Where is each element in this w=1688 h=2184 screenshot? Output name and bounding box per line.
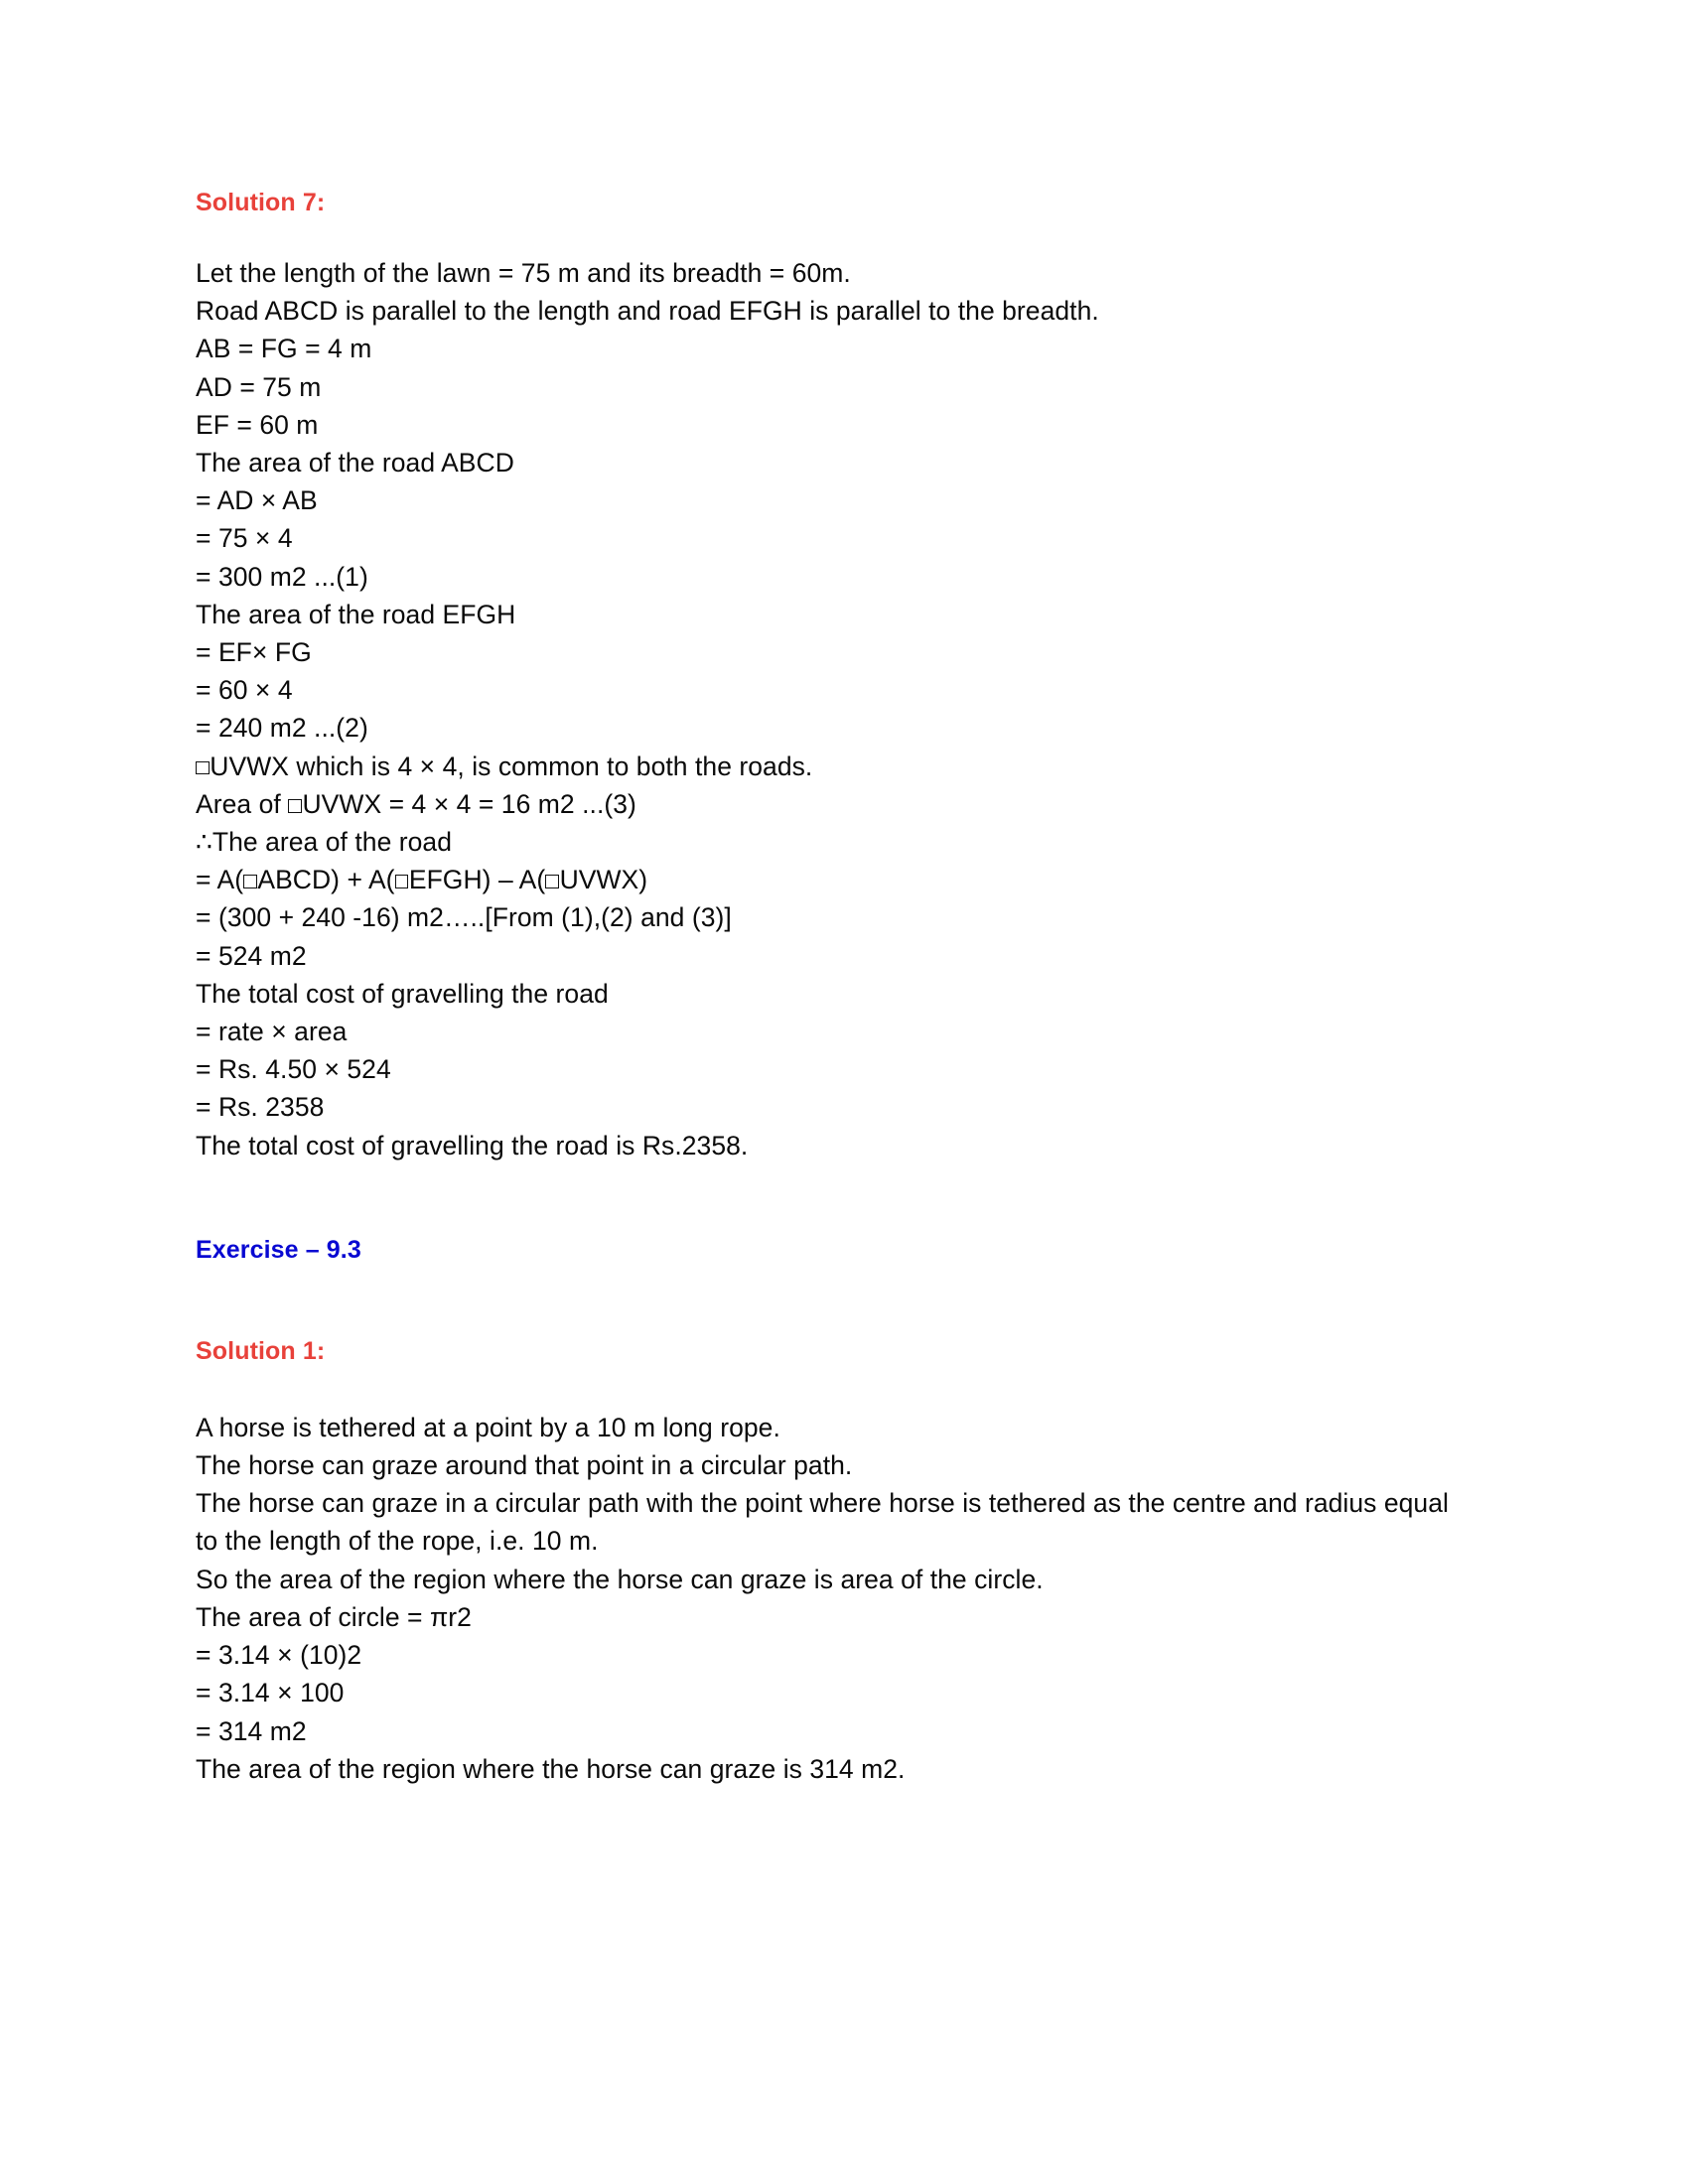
solution-7-line-14-text: UVWX which is 4 × 4, is common to both the roads.	[210, 751, 813, 781]
solution-7-line-17	[196, 861, 1477, 898]
square-symbol-icon	[243, 875, 257, 888]
solution-1-line-2: The horse can graze around that point in a circular path.	[196, 1450, 853, 1481]
solution-1-line-3: The horse can graze in a circular path with the point where horse is tethered as the centre and radius equal to the length of the rope, i.e. 10 m.	[196, 1488, 1449, 1557]
exercise-9-3-heading: Exercise – 9.3	[196, 1235, 361, 1264]
solution-7-line-24: The total cost of gravelling the road is Rs.2358.	[196, 1130, 749, 1160]
spacer-before-solution1	[196, 1266, 1477, 1335]
solution-1-line-4: So the area of the region where the horse can graze is area of the circle.	[196, 1564, 1044, 1594]
solution-7-line-13: = 240 m2 ...(2)	[196, 713, 368, 744]
solution-7-line-10: The area of the road EFGH	[196, 599, 516, 629]
spacer-solution7	[196, 218, 1477, 254]
solution-7-line-15-prefix: Area of	[196, 788, 289, 819]
solution-7-line-17-part-3: EFGH) – A(	[408, 865, 546, 895]
solution-7-line-18: = (300 + 240 -16) m2…..[From (1),(2) and (3)]	[196, 902, 732, 933]
square-symbol-icon	[196, 761, 210, 775]
solution-7-line-19: = 524 m2	[196, 940, 307, 971]
solution-7-line-16-text: The area of the road	[211, 827, 453, 858]
solution-1-line-8: = 314 m2	[196, 1715, 307, 1746]
spacer-before-exercise	[196, 1164, 1477, 1234]
solution-7-line-17-part-4: UVWX)	[559, 865, 648, 895]
solution-7-line-14	[196, 748, 1477, 785]
solution-7-line-15-suffix: UVWX = 4 × 4 = 16 m2 ...(3)	[302, 788, 636, 819]
solution-1-line-7: = 3.14 × 100	[196, 1678, 345, 1708]
therefore-symbol-icon: ∴	[196, 827, 212, 858]
square-symbol-icon	[395, 875, 409, 888]
solution-7-line-23: = Rs. 2358	[196, 1092, 325, 1123]
solution-1-line-1: A horse is tethered at a point by a 10 m long rope.	[196, 1412, 780, 1442]
solution-1-heading: Solution 1:	[196, 1336, 326, 1365]
solution-7-line-16	[196, 823, 1477, 861]
solution-7-line-21: = rate × area	[196, 1017, 348, 1047]
solution-7-line-7: = AD × AB	[196, 485, 318, 516]
solution-7-line-9: = 300 m2 ...(1)	[196, 561, 368, 592]
solution-7-line-20: The total cost of gravelling the road	[196, 978, 609, 1009]
spacer-solution1	[196, 1367, 1477, 1409]
solution-7-line-12: = 60 × 4	[196, 675, 293, 706]
solution-7-line-2: Road ABCD is parallel to the length and road EFGH is parallel to the breadth.	[196, 296, 1099, 327]
solution-7-line-3: AB = FG = 4 m	[196, 334, 372, 364]
solution-7-line-4: AD = 75 m	[196, 371, 322, 402]
solution-1-line-9: The area of the region where the horse can graze is 314 m2.	[196, 1753, 906, 1784]
document-content	[196, 187, 1477, 1788]
solution-1-body	[196, 1409, 1477, 1788]
solution-7-line-17-part-1: = A(	[196, 865, 244, 895]
solution-7-line-17-part-2: ABCD) + A(	[257, 865, 395, 895]
solution-7-line-22: = Rs. 4.50 × 524	[196, 1054, 391, 1085]
square-symbol-icon	[545, 875, 559, 888]
solution-7-line-8: = 75 × 4	[196, 523, 293, 554]
square-symbol-icon	[288, 799, 302, 813]
solution-1-line-5: The area of circle = πr2	[196, 1601, 472, 1632]
solution-7-line-11: = EF× FG	[196, 637, 312, 668]
solution-7-line-1: Let the length of the lawn = 75 m and its breadth = 60m.	[196, 258, 851, 288]
solution-7-body	[196, 254, 1477, 1164]
solution-7-heading: Solution 7:	[196, 189, 326, 216]
solution-1-line-6: = 3.14 × (10)2	[196, 1640, 362, 1671]
solution-7-line-5: EF = 60 m	[196, 409, 319, 440]
solution-7-line-15	[196, 785, 1477, 823]
solution-7-line-6: The area of the road ABCD	[196, 448, 514, 478]
